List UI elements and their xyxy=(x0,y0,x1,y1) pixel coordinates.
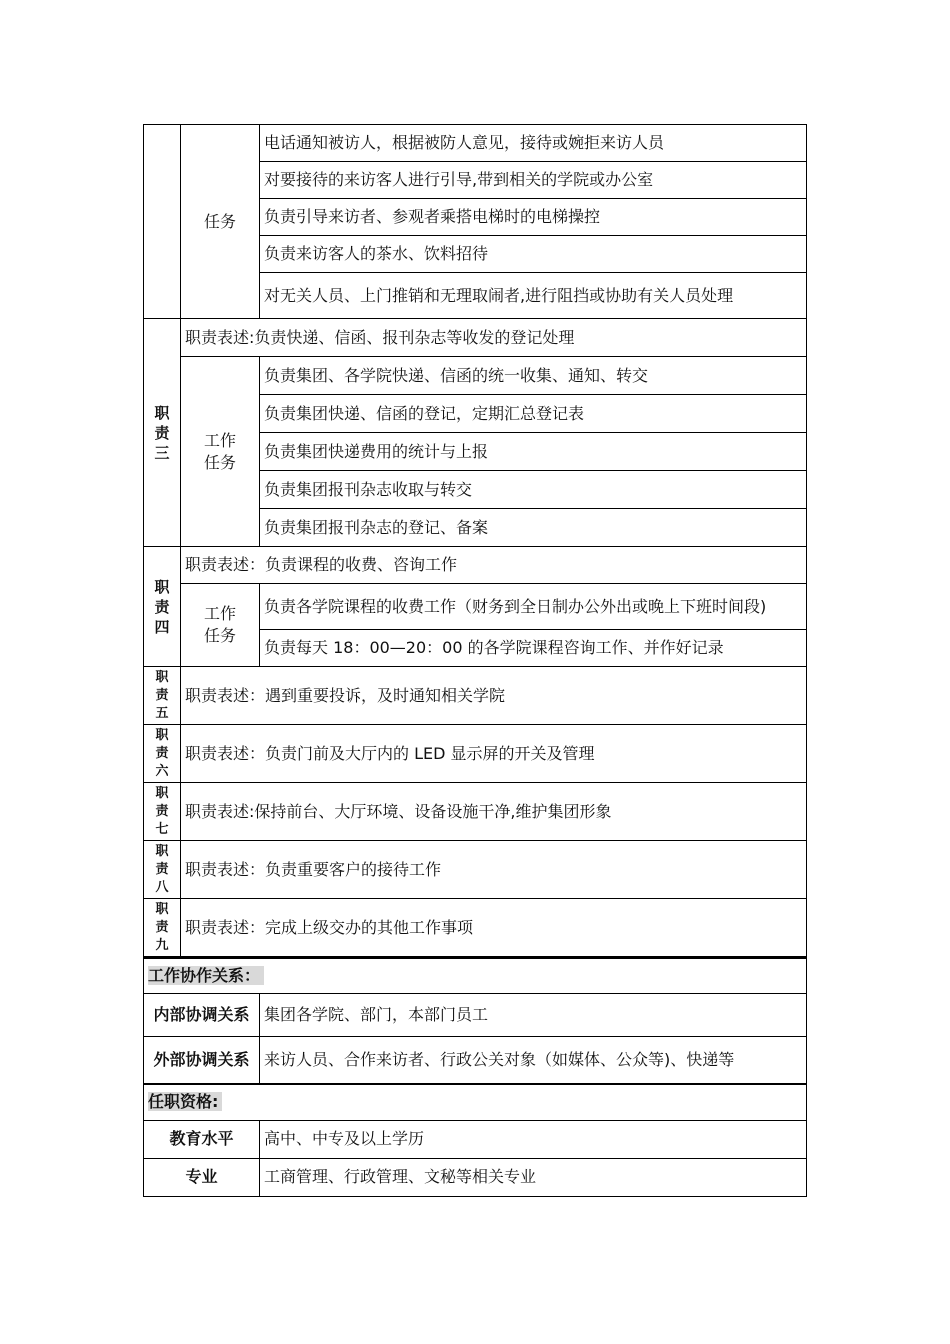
duty-head-empty xyxy=(144,125,181,319)
duty8-statement: 职责表述：负责重要客户的接待工作 xyxy=(181,841,807,899)
task-item: 负责集团报刊杂志收取与转交 xyxy=(260,471,807,509)
external-value: 来访人员、合作来访者、行政公关对象（如媒体、公众等)、快递等 xyxy=(260,1036,807,1084)
duty4-statement: 职责表述：负责课程的收费、咨询工作 xyxy=(181,547,807,584)
duty7-statement: 职责表述:保持前台、大厅环境、设备设施干净,维护集团形象 xyxy=(181,783,807,841)
task-item: 负责每天 18：00—20：00 的各学院课程咨询工作、并作好记录 xyxy=(260,630,807,667)
major-value: 工商管理、行政管理、文秘等相关专业 xyxy=(260,1158,807,1196)
duty5-statement: 职责表述：遇到重要投诉，及时通知相关学院 xyxy=(181,667,807,725)
task-item: 电话通知被访人，根据被防人意见，接待或婉拒来访人员 xyxy=(260,125,807,162)
duty3-statement: 职责表述:负责快递、信函、报刊杂志等收发的登记处理 xyxy=(181,319,807,357)
duties-table xyxy=(143,124,807,957)
education-value: 高中、中专及以上学历 xyxy=(260,1120,807,1158)
duty6-head: 职责六 xyxy=(144,725,181,783)
duty8-head: 职责八 xyxy=(144,841,181,899)
task-item: 负责集团、各学院快递、信函的统一收集、通知、转交 xyxy=(260,357,807,395)
task-item: 负责集团快递费用的统计与上报 xyxy=(260,433,807,471)
task-item: 负责集团报刊杂志的登记、备案 xyxy=(260,509,807,547)
major-label: 专业 xyxy=(144,1158,260,1196)
task-item: 负责各学院课程的收费工作（财务到全日制办公外出或晚上下班时间段) xyxy=(260,584,807,630)
internal-label: 内部协调关系 xyxy=(144,993,260,1036)
duty4-task-label: 工作任务 xyxy=(181,584,260,667)
duty5-head: 职责五 xyxy=(144,667,181,725)
job-description-document xyxy=(143,124,806,1197)
cooperation-table xyxy=(143,957,807,1197)
qualification-title: 任职资格: xyxy=(144,1084,807,1120)
duty9-head: 职责九 xyxy=(144,899,181,957)
task-item: 对要接待的来访客人进行引导,带到相关的学院或办公室 xyxy=(260,162,807,199)
task-item: 负责集团快递、信函的登记，定期汇总登记表 xyxy=(260,395,807,433)
duty3-head: 职责三 xyxy=(144,319,181,547)
duty7-head: 职责七 xyxy=(144,783,181,841)
task-item: 负责来访客人的茶水、饮料招待 xyxy=(260,236,807,273)
task-label: 任务 xyxy=(181,125,260,319)
cooperation-title: 工作协作关系： xyxy=(144,958,807,993)
task-item: 对无关人员、上门推销和无理取闹者,进行阻挡或协助有关人员处理 xyxy=(260,273,807,319)
duty9-statement: 职责表述：完成上级交办的其他工作事项 xyxy=(181,899,807,957)
external-label: 外部协调关系 xyxy=(144,1036,260,1084)
duty3-task-label: 工作任务 xyxy=(181,357,260,547)
task-item: 负责引导来访者、参观者乘搭电梯时的电梯操控 xyxy=(260,199,807,236)
duty4-head: 职责四 xyxy=(144,547,181,667)
education-label: 教育水平 xyxy=(144,1120,260,1158)
internal-value: 集团各学院、部门，本部门员工 xyxy=(260,993,807,1036)
duty6-statement: 职责表述：负责门前及大厅内的 LED 显示屏的开关及管理 xyxy=(181,725,807,783)
